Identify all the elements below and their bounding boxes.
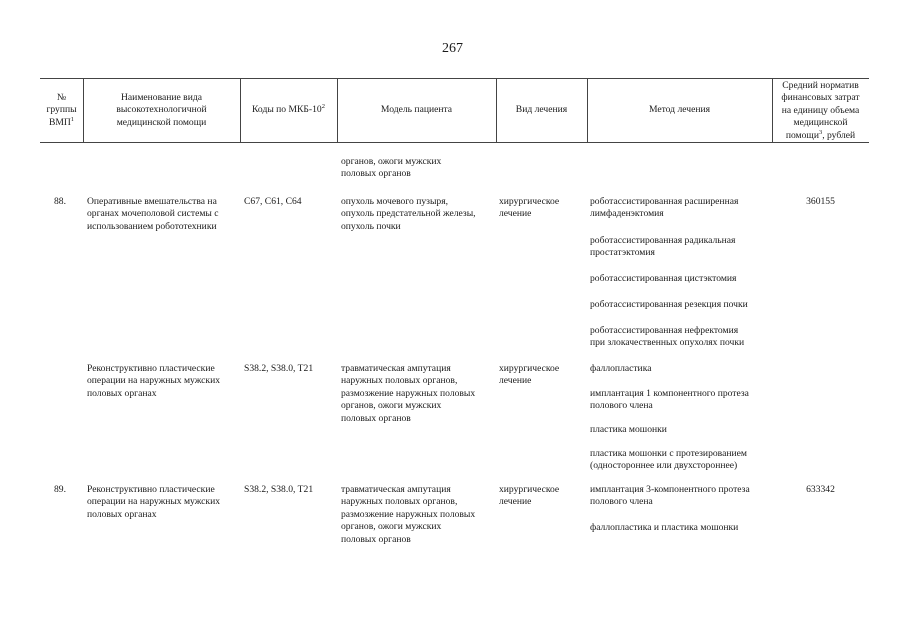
- care-type: Реконструктивно пластические операции на наружных мужских половых органах: [87, 484, 221, 520]
- treatment-method: имплантация 3-компонентного протеза полового члена: [590, 484, 750, 508]
- patient-model: опухоль мочевого пузыря, опухоль предстательной железы, опухоль почки: [341, 196, 476, 232]
- header-icd-codes: Коды по МКБ-$10^2$: [252, 103, 325, 115]
- patient-model: травматическая ампутация наружных половых органов, размозжение наружных половых органов, ожоги мужских половых органов: [341, 484, 476, 545]
- treatment-method: роботассистированная нефректомия при злокачественных опухолях почки: [590, 325, 745, 349]
- page-number: 267: [442, 41, 463, 56]
- header-treatment-type: Вид лечения: [515, 104, 568, 115]
- header-bottom-rule: [40, 142, 869, 143]
- patient-model: травматическая ампутация наружных половых органов, размозжение наружных половых органов, ожоги мужских половых органов: [341, 363, 476, 424]
- treatment-method: роботассистированная расширенная лимфаденэктомия: [590, 196, 739, 220]
- treatment-method: пластика мошонки с протезированием (одностороннее или двухстороннее): [590, 448, 747, 472]
- treatment-method: роботассистированная радикальная простатэктомия: [590, 235, 736, 259]
- table-top-rule: [40, 78, 869, 79]
- cost-value: 360155: [806, 196, 835, 207]
- header-cost: Средний норматив финансовых затрат на единицу объема медицинской помощи$^3$, рублей: [781, 80, 860, 141]
- cost-value: 633342: [806, 484, 835, 495]
- treatment-type: хирургическое лечение: [499, 363, 560, 387]
- care-type: Оперативные вмешательства на органах мочеполовой системы с использованием робототехники: [87, 196, 219, 232]
- continuation-patient-model: органов, ожоги мужских половых органов: [341, 156, 442, 180]
- treatment-method: имплантация 1 компонентного протеза полового члена: [590, 388, 749, 412]
- treatment-type: хирургическое лечение: [499, 484, 560, 508]
- group-number: 88.: [54, 196, 66, 207]
- treatment-method: пластика мошонки: [590, 424, 667, 435]
- header-method: Метод лечения: [648, 104, 711, 115]
- treatment-type: хирургическое лечение: [499, 196, 560, 220]
- icd-codes: C67, C61, C64: [244, 196, 302, 207]
- treatment-method: роботассистированная цистэктомия: [590, 273, 737, 284]
- treatment-method: роботассистированная резекция почки: [590, 299, 748, 310]
- treatment-method: фаллопластика: [590, 363, 652, 374]
- header-patient-model: Модель пациента: [380, 104, 453, 115]
- care-type: Реконструктивно пластические операции на наружных мужских половых органах: [87, 363, 221, 399]
- icd-codes: S38.2, S38.0, T21: [244, 363, 314, 374]
- icd-codes: S38.2, S38.0, T21: [244, 484, 314, 495]
- treatment-method: фаллопластика и пластика мошонки: [590, 522, 739, 533]
- group-number: 89.: [54, 484, 66, 495]
- header-care-type: Наименование вида высокотехнологичной медицинской помощи: [116, 92, 207, 128]
- header-group-no: № группы ВМП$^1$: [46, 92, 77, 128]
